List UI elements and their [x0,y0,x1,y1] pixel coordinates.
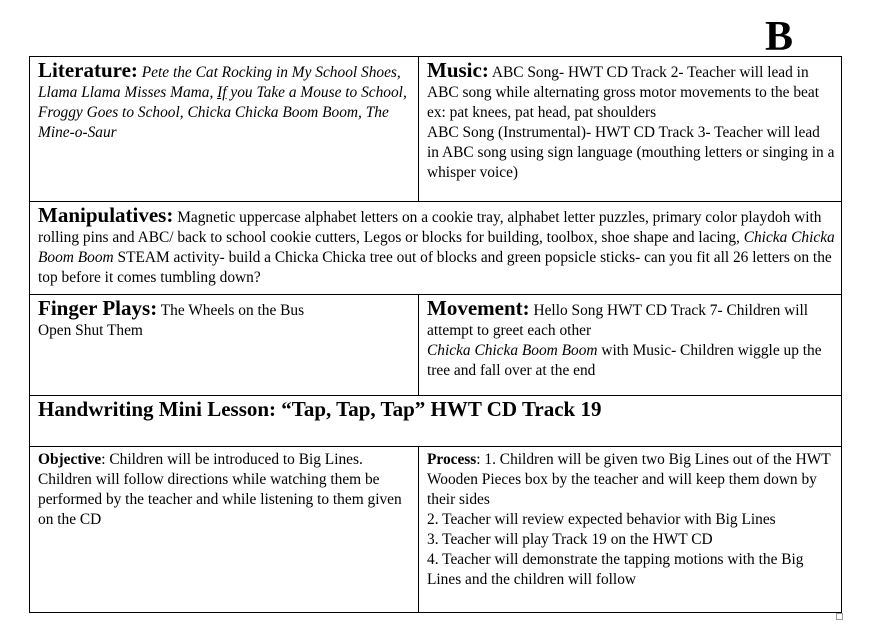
music-cell [419,57,842,202]
process-step-2: 2. Teacher will review expected behavior with Big Lines [427,511,776,528]
table-row [30,57,842,202]
movement-text-2-rest: with Music- Children wiggle up the tree and fall over at the end [427,342,822,379]
table-row [30,295,842,396]
movement-cell [419,295,842,396]
manipulatives-text-italic: Chicka Chicka Boom Boom [38,229,835,266]
literature-text-part2: you Take a Mouse to School, Froggy Goes to School, Chicka Chicka Boom Boom, The Mine-o-Saur [38,84,407,141]
handwriting-title: Handwriting Mini Lesson: “Tap, Tap, Tap” HWT CD Track 19 [38,397,602,421]
objective-text: : Children will be introduced to Big Lines. Children will follow directions while watching them be performed by the teacher and while listening to them given on the CD [38,451,402,528]
table-row [30,396,842,447]
objective-label: Objective [38,451,102,468]
finger-plays-item-1: The Wheels on the Bus [160,302,305,319]
literature-heading: Literature: [38,58,138,82]
lesson-plan-table [29,56,842,613]
finger-plays-item-2: Open Shut Them [38,322,143,339]
movement-text-2 [427,341,835,381]
page-letter-label: B [765,14,794,60]
manipulatives-heading: Manipulatives: [38,203,174,227]
process-step-1: : 1. Children will be given two Big Lines out of the HWT Wooden Pieces box by the teacher and will keep them down by their sides [427,451,831,508]
process-label: Process [427,451,477,468]
movement-heading: Movement: [427,296,530,320]
manipulatives-text-part2: STEAM activity- build a Chicka Chicka tree out of blocks and green popsicle sticks- can you fit all 26 letters on the top before it comes tumbling down? [38,249,832,286]
process-cell [419,447,842,613]
manipulatives-cell [30,202,842,295]
manipulatives-text-part1: Magnetic uppercase alphabet letters on a cookie tray, alphabet letter puzzles, primary color playdoh with rolling pins and ABC/ back to school cookie cutters, Legos or blocks for building, toolbox, shoe shape and lacing, [38,209,822,246]
objective-cell [30,447,419,613]
literature-text-underlined: If [217,84,227,101]
finger-plays-cell [30,295,419,396]
table-row [30,202,842,295]
process-step-3: 3. Teacher will play Track 19 on the HWT CD [427,531,713,548]
process-step-4: 4. Teacher will demonstrate the tapping motions with the Big Lines and the children will follow [427,551,804,588]
music-text: ABC Song- HWT CD Track 2- Teacher will lead in ABC song while alternating gross motor movements to the beat ex: pat knees, pat head, pat shoulders [427,64,819,121]
music-heading: Music: [427,58,489,82]
movement-text-2-italic: Chicka Chicka Boom Boom [427,342,598,359]
literature-cell [30,57,419,202]
music-text-2: ABC Song (Instrumental)- HWT CD Track 3- Teacher will lead in ABC song using sign language (mouthing letters or singing in a whisper voice) [427,124,835,181]
literature-text-part1: Pete the Cat Rocking in My School Shoes, Llama Llama Misses Mama, [38,64,401,101]
movement-text-1: Hello Song HWT CD Track 7- Children will attempt to greet each other [427,302,809,339]
finger-plays-heading: Finger Plays: [38,296,158,320]
table-resize-handle[interactable] [836,613,843,620]
table-row [30,447,842,613]
handwriting-cell [30,396,842,447]
